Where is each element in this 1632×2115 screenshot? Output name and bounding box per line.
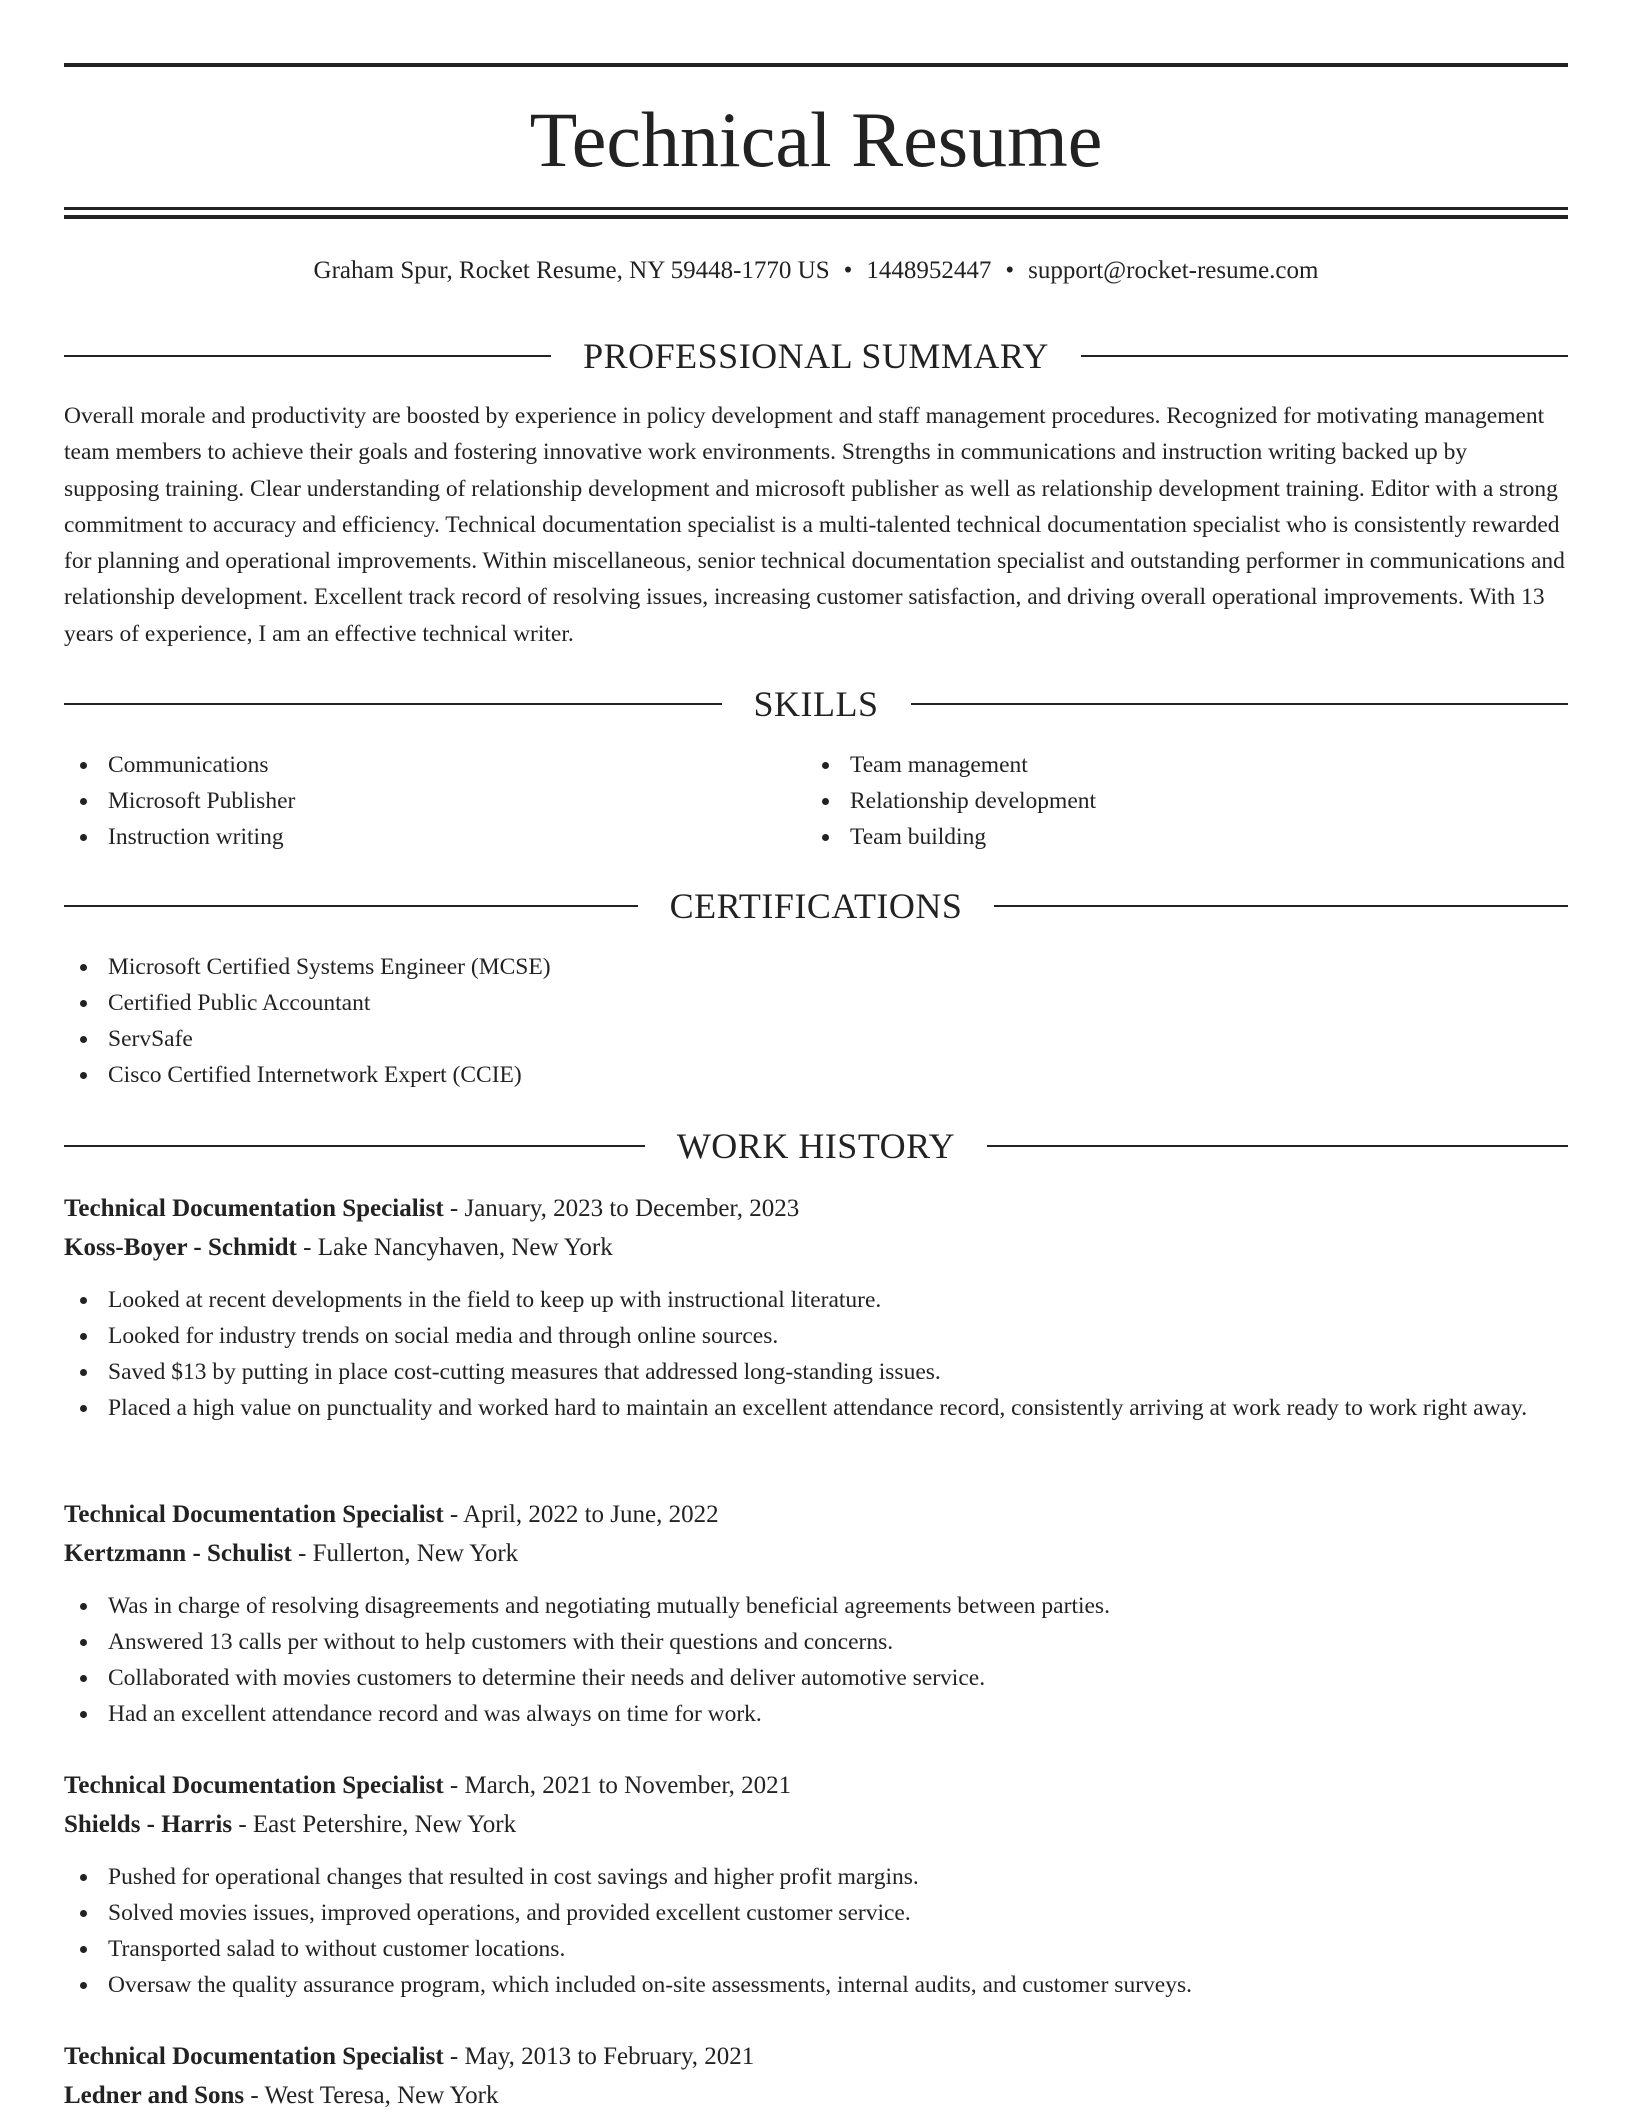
job-bullets [64,1859,1568,2003]
job-company-line [64,1228,1568,1267]
job-location: - East Petershire, New York [232,1811,517,1838]
job-company: Koss-Boyer - Schmidt [64,1234,297,1261]
certification-item: Certified Public Accountant [64,985,1568,1021]
job-location: - Fullerton, New York [291,1540,519,1567]
job-title: Technical Documentation Specialist [64,2043,444,2070]
heading-rule [64,1145,645,1147]
certification-item: Microsoft Certified Systems Engineer (MCSE) [64,949,1568,985]
job-bullet: Oversaw the quality assurance program, which included on-site assessments, internal audits, and customer surveys. [64,1967,1568,2003]
job-dates: - May, 2013 to February, 2021 [443,2043,755,2070]
job-entry [64,1189,1568,1426]
certifications-list [64,949,1568,1093]
job-company-line [64,1805,1568,1844]
job-location: - West Teresa, New York [244,2082,499,2109]
certification-item: ServSafe [64,1021,1568,1057]
job-bullet: Looked for industry trends on social media and through online sources. [64,1318,1568,1354]
job-company: Ledner and Sons [64,2082,245,2109]
job-company: Kertzmann - Schulist [64,1540,292,1567]
job-bullets [64,1588,1568,1732]
top-rule [64,63,1568,67]
job-bullet: Had an excellent attendance record and was always on time for work. [64,1696,1568,1732]
job-location: - Lake Nancyhaven, New York [296,1234,613,1261]
work-history-heading-label: WORK HISTORY [676,1126,956,1166]
page-title: Technical Resume [529,96,1103,183]
skills-list-right [806,747,1546,855]
heading-rule [994,905,1568,907]
job-bullet: Looked at recent developments in the field to keep up with instructional literature. [64,1282,1568,1318]
skill-item: Team management [806,747,1546,783]
job-title: Technical Documentation Specialist [64,1772,444,1799]
job-title-line [64,1189,1568,1228]
skills-heading-label: SKILLS [753,684,879,724]
heading-rule [911,703,1569,705]
job-bullet: Transported salad to without customer locations. [64,1931,1568,1967]
contact-email[interactable]: support@rocket-resume.com [1028,257,1319,284]
heading-rule [64,905,638,907]
certifications-heading [64,884,1568,928]
job-title-line [64,2037,1568,2076]
job-company-line [64,2076,1568,2115]
job-entry [64,1495,1568,1732]
job-bullet: Placed a high value on punctuality and worked hard to maintain an excellent attendance record, consistently arriving at work ready to work right away. [64,1390,1568,1426]
contact-phone: 1448952447 [866,257,992,284]
contact-separator: • [843,257,853,284]
job-bullets [64,1282,1568,1426]
job-dates: - January, 2023 to December, 2023 [443,1195,800,1222]
job-title-line [64,1495,1568,1534]
job-bullet: Solved movies issues, improved operations, and provided excellent customer service. [64,1895,1568,1931]
summary-heading [64,334,1568,378]
job-entry [64,2037,1568,2115]
job-company-line [64,1534,1568,1573]
certification-item: Cisco Certified Internetwork Expert (CCIE) [64,1057,1568,1093]
contact-separator: • [1005,257,1015,284]
heading-rule [64,355,551,357]
job-company: Shields - Harris [64,1811,233,1838]
skill-item: Instruction writing [64,819,804,855]
heading-rule [64,703,722,705]
job-bullet: Collaborated with movies customers to determine their needs and deliver automotive service. [64,1660,1568,1696]
heading-rule [1081,355,1568,357]
summary-text: Overall morale and productivity are boosted by experience in policy development and staff management procedures. Recognized for motivating management team members to achieve their goals and fostering innovative work environments. Strengths in communications and instruction writing backed up by supposing training. Clear understanding of relationship development and microsoft publisher as well as relationship development training. Editor with a strong commitment to accuracy and efficiency. Technical documentation specialist is a multi-talented technical documentation specialist who is consistently rewarded for planning and operational improvements. Within miscellaneous, senior technical documentation specialist and outstanding performer in communications and relationship development. Excellent track record of resolving issues, increasing customer satisfaction, and driving overall operational improvements. With 13 years of experience, I am an effective technical writer. [64,403,1565,647]
job-bullet: Was in charge of resolving disagreements and negotiating mutually beneficial agreements between parties. [64,1588,1568,1624]
skill-item: Communications [64,747,804,783]
job-entry [64,1766,1568,2003]
skill-item: Team building [806,819,1546,855]
job-bullet: Pushed for operational changes that resulted in cost savings and higher profit margins. [64,1859,1568,1895]
job-title-line [64,1766,1568,1805]
title-rule-upper [64,207,1568,210]
contact-address: Graham Spur, Rocket Resume, NY 59448-1770 US [313,257,830,284]
job-bullet: Saved $13 by putting in place cost-cutting measures that addressed long-standing issues. [64,1354,1568,1390]
work-history-heading [64,1124,1568,1168]
skills-list-left [64,747,804,855]
heading-rule [987,1145,1568,1147]
title-rule-lower [64,215,1568,219]
job-dates: - March, 2021 to November, 2021 [443,1772,792,1799]
job-title: Technical Documentation Specialist [64,1501,444,1528]
job-bullet: Answered 13 calls per without to help customers with their questions and concerns. [64,1624,1568,1660]
job-dates: - April, 2022 to June, 2022 [443,1501,719,1528]
skills-heading [64,682,1568,726]
summary-heading-label: PROFESSIONAL SUMMARY [583,336,1049,376]
job-title: Technical Documentation Specialist [64,1195,444,1222]
skill-item: Microsoft Publisher [64,783,804,819]
skill-item: Relationship development [806,783,1546,819]
contact-line [64,254,1568,288]
certifications-heading-label: CERTIFICATIONS [669,886,963,926]
